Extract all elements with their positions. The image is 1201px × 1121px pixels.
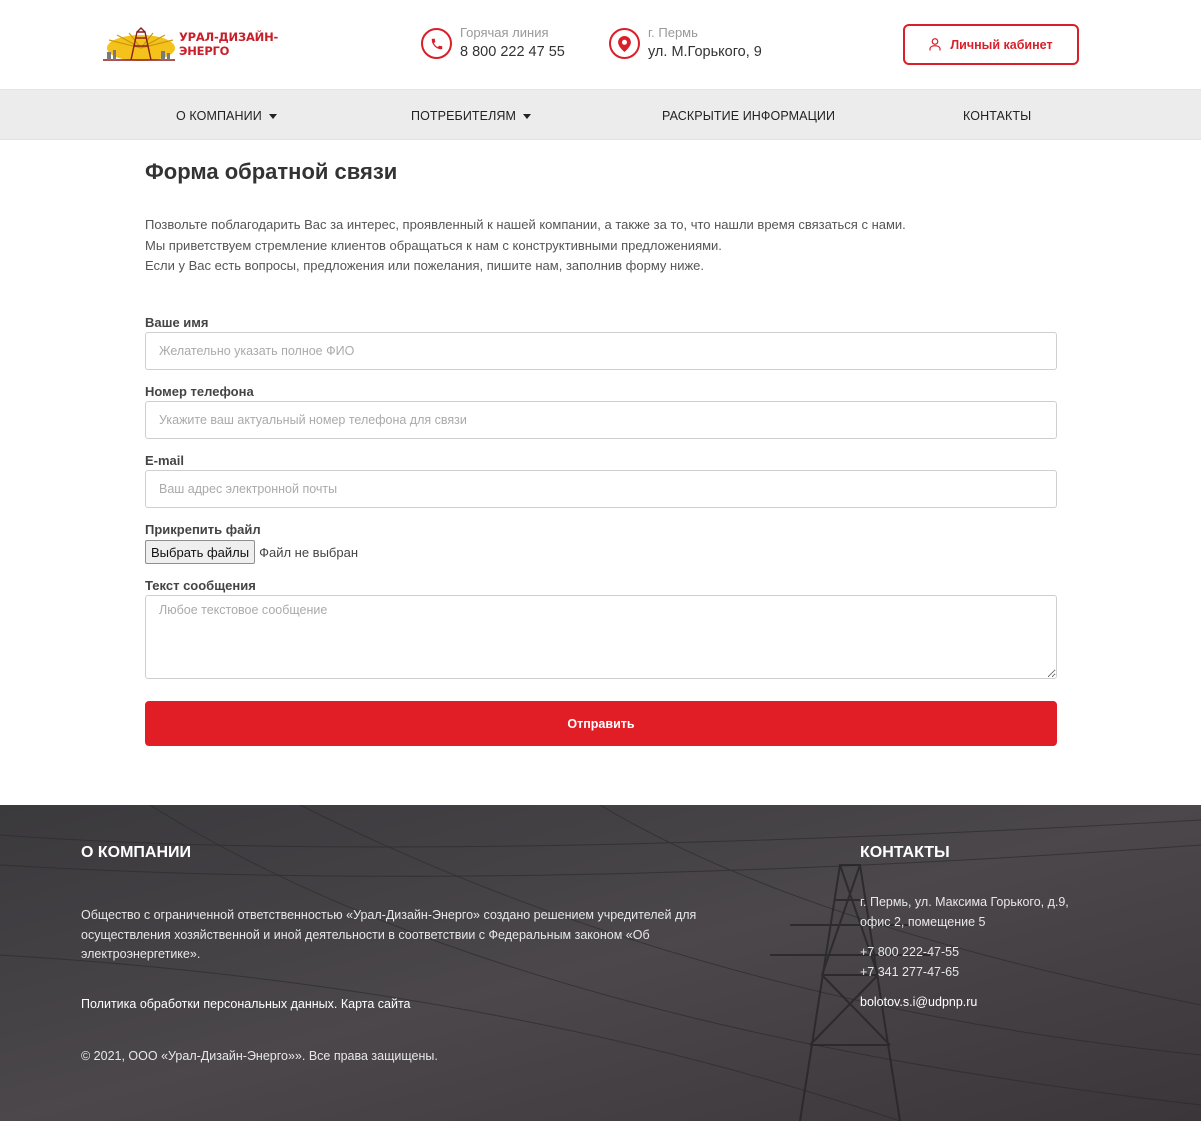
page-title: Форма обратной связи xyxy=(145,159,398,184)
submit-button[interactable]: Отправить xyxy=(145,701,1057,746)
footer-about-line: осуществления хозяйственной и иной деятельности в соответствии с Федеральным законом «Об xyxy=(81,927,650,942)
nav-item-label: О КОМПАНИИ xyxy=(176,108,262,123)
nav-item-label: ПОТРЕБИТЕЛЯМ xyxy=(411,108,517,123)
site-footer xyxy=(0,805,1201,1121)
caret-down-icon xyxy=(269,114,277,119)
footer-links xyxy=(81,997,411,1011)
city-label: г. Пермь xyxy=(648,25,698,40)
footer-phones xyxy=(860,943,959,982)
personal-cabinet-label: Личный кабинет xyxy=(950,37,1053,52)
nav-item-consumers[interactable] xyxy=(411,90,531,141)
privacy-policy-link[interactable]: Политика обработки персональных данных. xyxy=(81,997,338,1011)
intro-line: Если у Вас есть вопросы, предложения или пожелания, пишите нам, заполнив форму ниже. xyxy=(145,258,704,273)
hotline-label: Горячая линия xyxy=(460,25,549,40)
personal-cabinet-button[interactable] xyxy=(903,24,1079,65)
choose-files-button[interactable]: Выбрать файлы xyxy=(145,540,255,564)
message-textarea[interactable] xyxy=(145,595,1057,679)
footer-address xyxy=(860,893,1069,932)
footer-contacts-title: КОНТАКТЫ xyxy=(860,844,950,861)
footer-email-link[interactable]: bolotov.s.i@udpnp.ru xyxy=(860,995,978,1009)
user-icon xyxy=(929,38,941,51)
footer-about-line: электроэнергетике». xyxy=(81,947,201,961)
intro-line: Позвольте поблагодарить Вас за интерес, проявленный к нашей компании, а также за то, что нашли время связаться с нами. xyxy=(145,217,906,232)
site-header xyxy=(0,0,1201,89)
message-label: Текст сообщения xyxy=(145,578,256,593)
nav-item-contacts[interactable] xyxy=(963,90,1031,141)
footer-about-title: О КОМПАНИИ xyxy=(81,844,192,861)
copyright: © 2021, ООО «Урал-Дизайн-Энерго»». Все права защищены. xyxy=(81,1049,438,1063)
email-label: E-mail xyxy=(145,453,185,468)
phone-input[interactable] xyxy=(145,401,1057,439)
footer-address-line: г. Пермь, ул. Максима Горького, д.9, xyxy=(860,895,1069,909)
intro-line: Мы приветствуем стремление клиентов обращаться к нам с конструктивными предложениями. xyxy=(145,237,722,253)
footer-address-line: офис 2, помещение 5 xyxy=(860,914,986,929)
footer-about-line: Общество с ограниченной ответственностью «Урал-Дизайн-Энерго» создано решением учредителей для xyxy=(81,908,697,922)
caret-down-icon xyxy=(523,114,531,119)
sitemap-link[interactable]: Карта сайта xyxy=(340,997,411,1011)
street-address: ул. М.Горького, 9 xyxy=(648,44,762,60)
main-nav xyxy=(0,89,1201,140)
location-pin-icon xyxy=(609,28,640,59)
phone-label: Номер телефона xyxy=(145,384,254,399)
name-label: Ваше имя xyxy=(145,315,209,330)
nav-item-about[interactable] xyxy=(176,90,277,141)
nav-item-label: РАСКРЫТИЕ ИНФОРМАЦИИ xyxy=(662,108,836,123)
footer-phone[interactable]: +7 341 277-47-65 xyxy=(860,964,960,979)
address-block xyxy=(609,25,762,63)
file-status: Файл не выбран xyxy=(259,544,359,560)
file-label: Прикрепить файл xyxy=(145,522,261,537)
nav-item-label: КОНТАКТЫ xyxy=(963,108,1032,123)
phone-icon xyxy=(421,28,452,59)
file-upload xyxy=(145,540,358,564)
name-input[interactable] xyxy=(145,332,1057,370)
hotline-block xyxy=(421,25,565,63)
footer-about-text xyxy=(81,906,696,965)
nav-item-disclosure[interactable] xyxy=(662,90,835,141)
email-input[interactable] xyxy=(145,470,1057,508)
logo-emblem-icon xyxy=(101,26,175,62)
logo-text: УРАЛ-ДИЗАЙН-ЭНЕРГО xyxy=(179,30,279,58)
footer-phone[interactable]: +7 800 222-47-55 xyxy=(860,945,960,959)
hotline-phone[interactable]: 8 800 222 47 55 xyxy=(460,44,565,60)
intro-text xyxy=(145,215,906,277)
company-logo[interactable] xyxy=(101,24,316,64)
